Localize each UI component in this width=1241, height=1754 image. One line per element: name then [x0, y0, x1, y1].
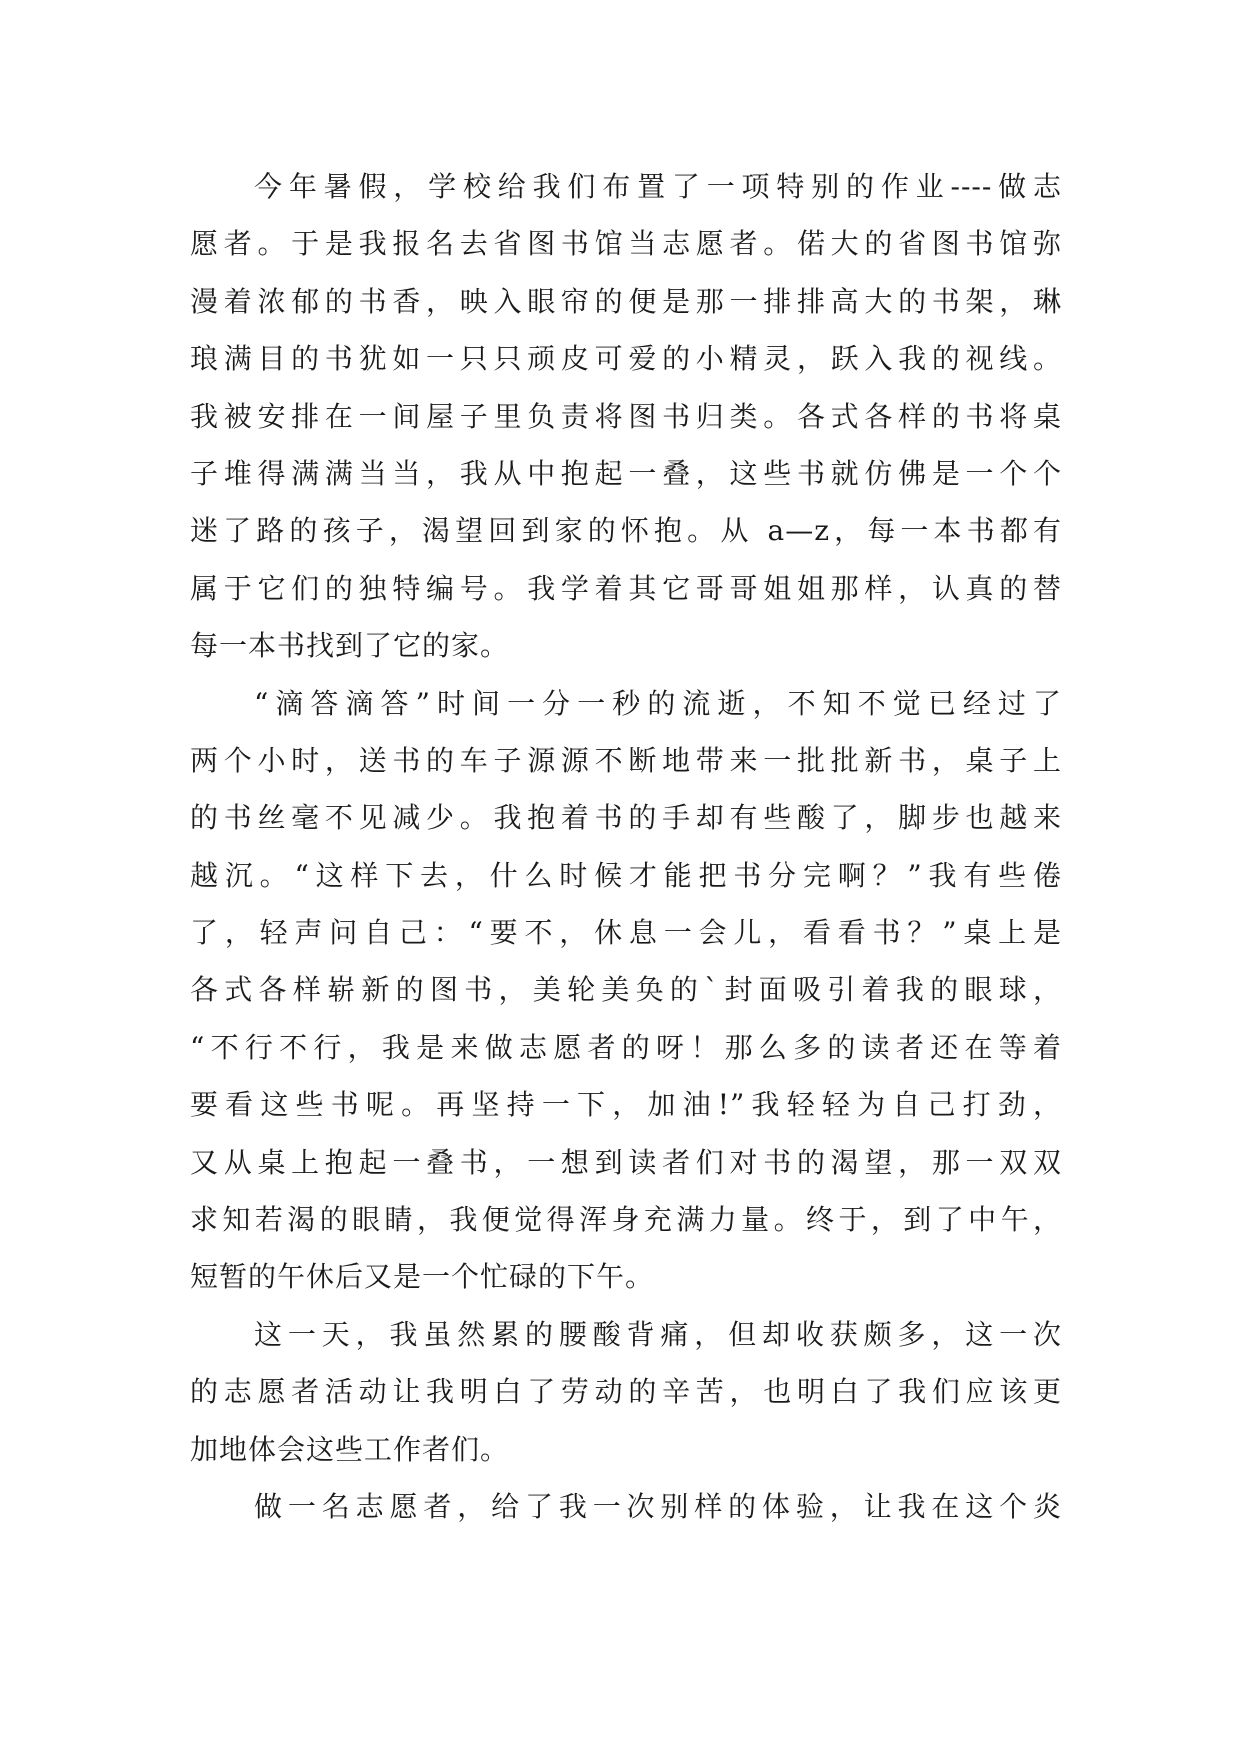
paragraph-1-line-2: 愿者。于是我报名去省图书馆当志愿者。偌大的省图书馆弥 — [190, 227, 1062, 261]
paragraph-1-line-6: 子堆得满满当当，我从中抱起一叠，这些书就仿佛是一个个 — [190, 456, 1062, 490]
paragraph-2-line-7: “不行不行，我是来做志愿者的呀！那么多的读者还在等着 — [190, 1030, 1062, 1064]
paragraph-1-line-1: 今年暑假，学校给我们布置了一项特别的作业----做志 — [254, 170, 1062, 203]
paragraph-1-line-7: 迷了路的孩子，渴望回到家的怀抱。从 a—z，每一本书都有 — [190, 514, 1062, 548]
paragraph-2-line-1: “滴答滴答”时间一分一秒的流逝，不知不觉已经过了 — [254, 686, 1062, 720]
paragraph-1-line-5: 我被安排在一间屋子里负责将图书归类。各式各样的书将桌 — [190, 399, 1062, 433]
paragraph-2-line-5: 了，轻声问自己：“要不，休息一会儿，看看书？”桌上是 — [190, 916, 1062, 950]
paragraph-2-line-9: 又从桌上抱起一叠书，一想到读者们对书的渴望，那一双双 — [190, 1145, 1062, 1179]
paragraph-2-line-8: 要看这些书呢。再坚持一下，加油!”我轻轻为自己打劲， — [190, 1088, 1062, 1122]
paragraph-1-line-3: 漫着浓郁的书香，映入眼帘的便是那一排排高大的书架，琳 — [190, 284, 1062, 318]
paragraph-1-line-9: 每一本书找到了它的家。 — [190, 629, 510, 663]
paragraph-1-line-4: 琅满目的书犹如一只只顽皮可爱的小精灵，跃入我的视线。 — [190, 342, 1062, 376]
paragraph-2-line-11: 短暂的午休后又是一个忙碌的下午。 — [190, 1260, 655, 1294]
paragraph-3-line-1: 这一天，我虽然累的腰酸背痛，但却收获颇多，这一次 — [254, 1317, 1062, 1351]
paragraph-2-line-3: 的书丝毫不见减少。我抱着书的手却有些酸了，脚步也越来 — [190, 801, 1062, 835]
paragraph-1-line-8: 属于它们的独特编号。我学着其它哥哥姐姐那样，认真的替 — [190, 571, 1062, 605]
paragraph-2-line-6: 各式各样崭新的图书，美轮美奂的`封面吸引着我的眼球， — [190, 973, 1062, 1007]
paragraph-3-line-2: 的志愿者活动让我明白了劳动的辛苦，也明白了我们应该更 — [190, 1375, 1062, 1409]
paragraph-3-line-3: 加地体会这些工作者们。 — [190, 1432, 510, 1466]
paragraph-2-line-10: 求知若渴的眼睛，我便觉得浑身充满力量。终于，到了中午， — [190, 1203, 1062, 1237]
paragraph-2-line-4: 越沉。“这样下去，什么时候才能把书分完啊？”我有些倦 — [190, 858, 1062, 892]
paragraph-2-line-2: 两个小时，送书的车子源源不断地带来一批批新书，桌子上 — [190, 743, 1062, 777]
paragraph-4-line-1: 做一名志愿者，给了我一次别样的体验，让我在这个炎 — [254, 1489, 1062, 1523]
essay-body — [190, 158, 1062, 1535]
